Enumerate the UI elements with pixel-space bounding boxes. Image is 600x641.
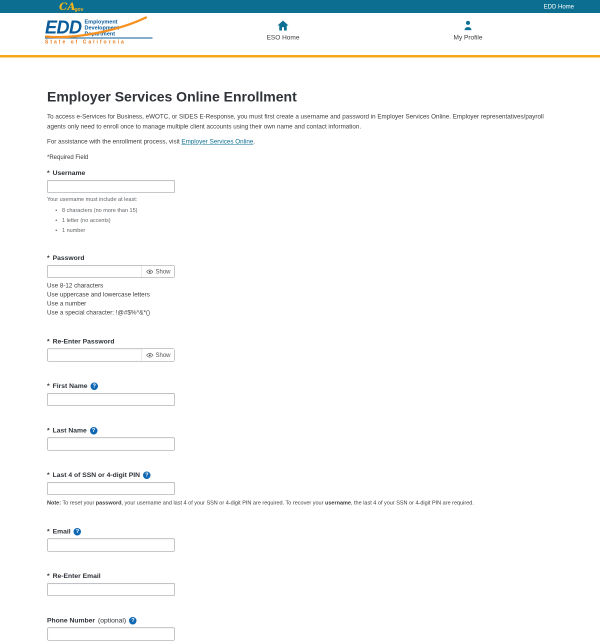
help-icon[interactable]: ? xyxy=(90,427,98,435)
password-rule: Use a number xyxy=(47,300,87,307)
password-input[interactable] xyxy=(48,266,142,278)
nav-my-profile-label: My Profile xyxy=(453,33,483,41)
password-rule: Use 8-12 characters xyxy=(47,282,104,289)
username-hint: Your username must include at least: xyxy=(47,196,138,203)
password-rule: Use a special character: !@#$%^&*() xyxy=(47,309,151,316)
eye-icon xyxy=(146,269,154,275)
ssn-pin-group xyxy=(47,471,555,508)
ssn-pin-label-text: Last 4 of SSN or 4-digit PIN xyxy=(52,471,141,479)
password-rule: Use uppercase and lowercase letters xyxy=(47,291,150,298)
last-name-label-text: Last Name xyxy=(52,426,87,434)
password-label-text: Password xyxy=(52,254,85,262)
edd-state-line: State of California xyxy=(45,38,153,46)
first-name-label xyxy=(47,382,555,391)
reenter-password-label-text: Re-Enter Password xyxy=(52,337,115,345)
username-rule: • 1 number xyxy=(62,226,555,236)
required-asterisk: * xyxy=(47,426,50,434)
help-icon[interactable]: ? xyxy=(74,528,82,536)
edd-word: Employment xyxy=(84,19,118,25)
nav-eso-home-label: ESO Home xyxy=(266,33,300,41)
reenter-email-label-text: Re-Enter Email xyxy=(52,572,101,580)
note-bold: username xyxy=(324,500,351,506)
assistance-paragraph xyxy=(47,137,555,147)
employer-services-online-link[interactable]: Employer Services Online xyxy=(181,138,254,145)
first-name-label-text: First Name xyxy=(52,382,88,390)
home-icon xyxy=(277,20,289,31)
note-bold: password xyxy=(95,500,122,506)
password-group xyxy=(47,254,555,318)
help-icon[interactable]: ? xyxy=(129,617,137,625)
page-title: Employer Services Online Enrollment xyxy=(47,89,297,105)
help-icon[interactable]: ? xyxy=(91,382,99,390)
note-text: To reset your xyxy=(61,500,96,506)
password-input-wrap xyxy=(47,265,175,278)
nav-my-profile[interactable] xyxy=(433,20,503,41)
eye-icon xyxy=(146,352,154,358)
username-rule: • 8 characters (no more than 15) xyxy=(62,206,555,216)
ca-gov-logo-ca: CA xyxy=(59,0,76,13)
ca-gov-logo-gov: gov xyxy=(74,7,84,13)
note-text: , your username and last 4 of your SSN or 4-digit PIN are required. To recover your xyxy=(121,500,325,506)
required-asterisk: * xyxy=(47,337,50,345)
required-asterisk: * xyxy=(47,254,50,262)
note-text: , the last 4 of your SSN or 4-digit PIN are required. xyxy=(350,500,474,506)
note-label: Note: xyxy=(47,500,62,506)
ssn-pin-label xyxy=(47,471,555,480)
ssn-pin-input[interactable] xyxy=(47,482,175,495)
assistance-text: For assistance with the enrollment process, visit xyxy=(47,138,182,145)
reenter-password-label xyxy=(47,337,555,346)
ssn-pin-note xyxy=(47,500,555,508)
required-asterisk: * xyxy=(47,572,50,580)
required-asterisk: * xyxy=(47,471,50,479)
edd-word: Development xyxy=(84,25,120,31)
topbar xyxy=(0,0,600,13)
reenter-email-input[interactable] xyxy=(47,583,175,596)
email-label xyxy=(47,527,555,536)
person-icon xyxy=(463,20,474,31)
edd-word: Department xyxy=(84,31,116,37)
last-name-group xyxy=(47,426,555,451)
password-label xyxy=(47,254,555,263)
main-content xyxy=(0,58,600,641)
assistance-period: . xyxy=(253,138,256,145)
email-label-text: Email xyxy=(52,527,71,535)
phone-label xyxy=(47,616,555,625)
phone-group xyxy=(47,616,555,641)
email-group xyxy=(47,527,555,552)
edd-logo-row xyxy=(45,18,153,37)
edd-words xyxy=(85,18,120,37)
reenter-email-label xyxy=(47,572,555,581)
first-name-input[interactable] xyxy=(47,393,175,406)
show-reenter-password-label: Show xyxy=(155,351,171,359)
phone-label-text: Phone Number xyxy=(47,616,96,624)
reenter-password-group xyxy=(47,337,555,362)
edd-home-link[interactable]: EDD Home xyxy=(543,3,574,10)
site-header xyxy=(0,13,600,58)
phone-input[interactable] xyxy=(47,628,175,641)
first-name-group xyxy=(47,382,555,407)
phone-optional-text: (optional) xyxy=(98,616,127,624)
required-asterisk: * xyxy=(47,169,50,177)
required-field-note: *Required Field xyxy=(47,153,89,161)
nav-eso-home[interactable] xyxy=(248,20,318,41)
show-password-label: Show xyxy=(155,268,171,275)
username-group xyxy=(47,169,555,236)
edd-logo[interactable] xyxy=(45,18,153,45)
last-name-input[interactable] xyxy=(47,438,175,451)
edd-acronym: EDD xyxy=(45,17,82,38)
reenter-password-input[interactable] xyxy=(48,349,142,361)
username-input[interactable] xyxy=(47,180,175,193)
show-reenter-password-button[interactable] xyxy=(141,349,174,361)
reenter-password-input-wrap xyxy=(47,349,175,362)
last-name-label xyxy=(47,426,555,435)
username-label xyxy=(47,169,555,178)
email-input[interactable] xyxy=(47,539,175,552)
reenter-email-group xyxy=(47,572,555,597)
required-asterisk: * xyxy=(47,382,50,390)
help-icon[interactable]: ? xyxy=(143,471,151,479)
password-rules xyxy=(47,281,555,317)
intro-paragraph: To access e-Services for Business, eWOTC, or SIDES E-Response, you must first create a username and password in Employer Services Online. Employer representatives/payroll agents only need to enroll once to manage multiple client accounts using their own name and contact information. xyxy=(47,113,544,130)
show-password-button[interactable] xyxy=(141,266,174,278)
username-label-text: Username xyxy=(52,169,86,177)
required-asterisk: * xyxy=(47,527,50,535)
username-rule: • 1 letter (no accents) xyxy=(62,216,555,226)
username-rules xyxy=(62,206,555,236)
